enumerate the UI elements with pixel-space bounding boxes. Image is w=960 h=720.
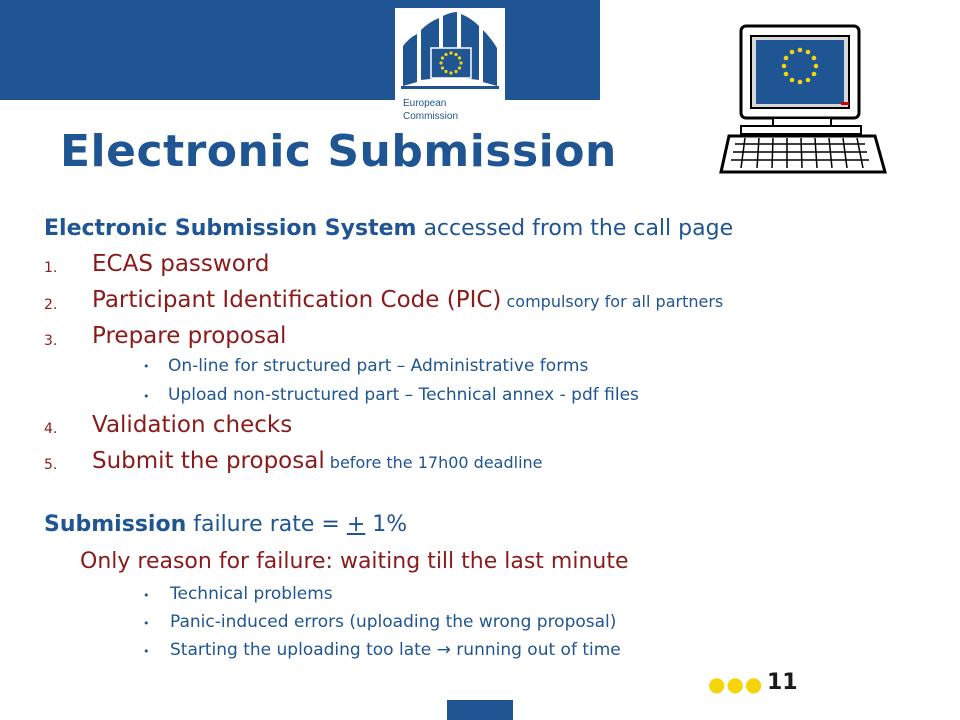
page-title: Electronic Submission <box>60 126 617 177</box>
footer-dots: ●●● <box>708 672 764 696</box>
bullet-icon: • <box>143 589 150 602</box>
intro-bold: Electronic Submission System <box>44 216 417 241</box>
step-item <box>92 448 543 474</box>
failure-post: 1% <box>365 512 408 537</box>
bullet-icon: • <box>143 645 150 658</box>
step-number: 4. <box>44 421 58 437</box>
intro-rest: accessed from the call page <box>416 216 734 241</box>
page-number: 11 <box>767 670 798 695</box>
step-number: 5. <box>44 457 58 473</box>
bullet-icon: • <box>143 390 150 403</box>
footer-bar <box>447 700 513 720</box>
logo-text-line1: European <box>403 98 447 109</box>
reason-bullet-item: Panic-induced errors (uploading the wrong proposal) <box>170 612 617 632</box>
step-number: 1. <box>44 260 58 276</box>
step-main: ECAS password <box>92 251 270 277</box>
bullet-icon: • <box>143 617 150 630</box>
european-commission-logo <box>395 8 505 136</box>
step-note: before the 17h00 deadline <box>324 453 543 472</box>
failure-rate-line <box>44 512 407 537</box>
step-number: 2. <box>44 297 58 313</box>
sub-bullet-item: Upload non-structured part – Technical annex - pdf files <box>168 385 639 405</box>
step-note: compulsory for all partners <box>501 292 724 311</box>
step-main: Validation checks <box>92 412 293 438</box>
logo-text-line2: Commission <box>403 111 459 122</box>
bullet-icon: • <box>143 360 150 373</box>
failure-sign: + <box>346 512 366 537</box>
step-item <box>92 251 269 277</box>
reason-bullet-item: Starting the uploading too late → running out of time <box>170 640 621 660</box>
step-main: Participant Identification Code (PIC) <box>92 287 502 313</box>
sub-bullet-item: On-line for structured part – Administrative forms <box>168 356 589 376</box>
step-main: Submit the proposal <box>92 448 325 474</box>
step-main: Prepare proposal <box>92 323 287 349</box>
reason-bullet-item: Technical problems <box>170 584 333 604</box>
intro-line <box>44 216 733 241</box>
computer-icon <box>715 22 890 177</box>
failure-reason: Only reason for failure: waiting till the last minute <box>80 549 629 574</box>
step-number: 3. <box>44 333 58 349</box>
step-item <box>92 323 286 349</box>
step-item <box>92 287 723 313</box>
step-item <box>92 412 292 438</box>
failure-pre: failure rate = <box>186 512 347 537</box>
failure-bold: Submission <box>44 512 187 537</box>
